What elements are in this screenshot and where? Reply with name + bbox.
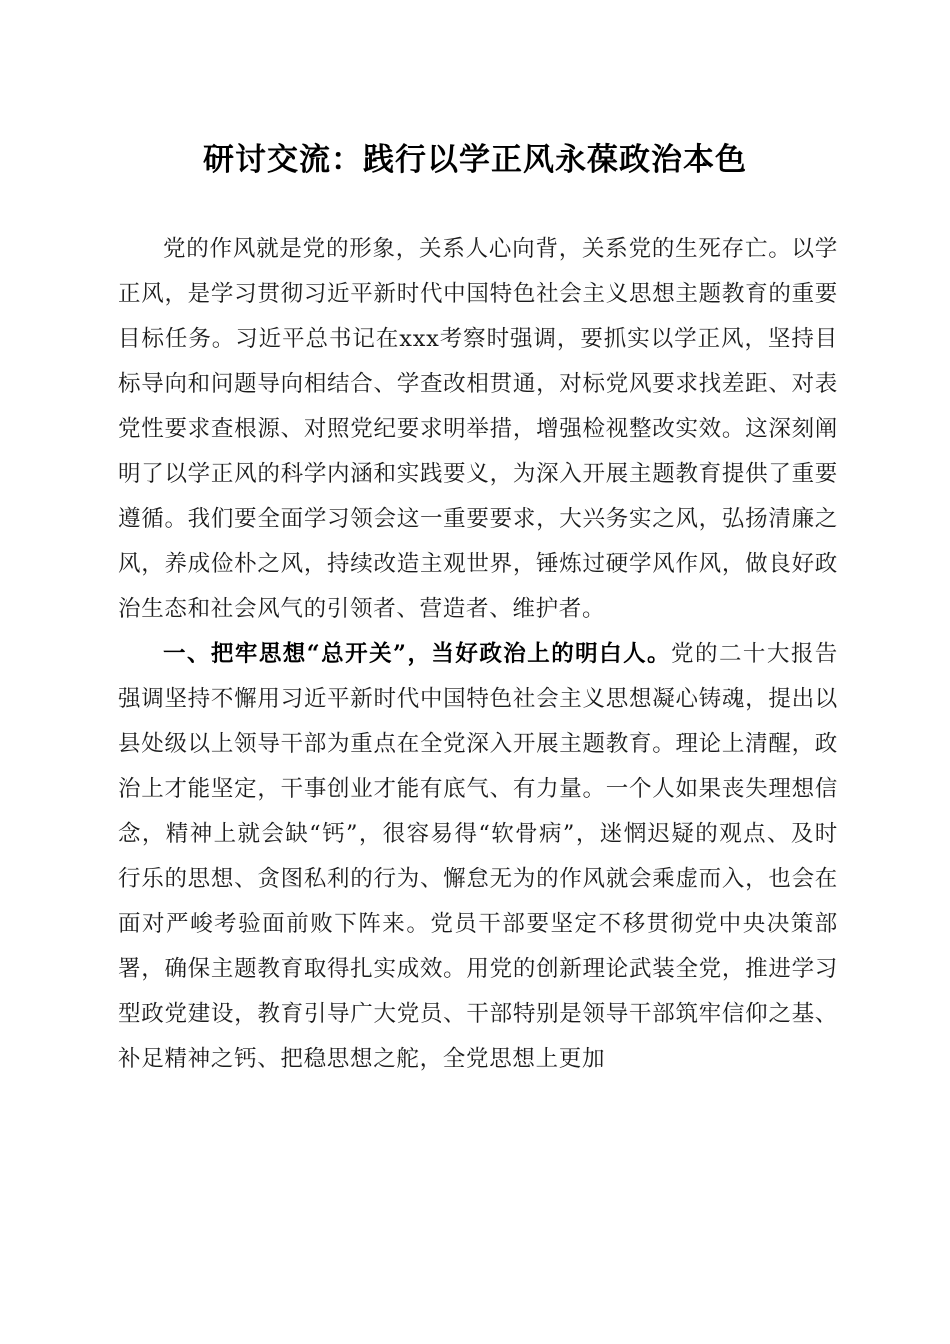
intro-paragraph bbox=[118, 227, 838, 632]
document-body bbox=[118, 227, 838, 1082]
section-heading: 一、把牢思想“总开关”，当好政治上的明白人。 bbox=[163, 641, 672, 667]
paragraph-text: 党的二十大报告强调坚持不懈用习近平新时代中国特色社会主义思想凝心铸魂，提出以县处级以上领导干部为重点在全党深入开展主题教育。理论上清醒，政治上才能坚定，干事创业才能有底气、有力量。一个人如果丧失理想信念，精神上就会缺“钙”，很容易得“软骨病”，迷惘迟疑的观点、及时行乐的思想、贪图私利的行为、懈怠无为的作风就会乘虚而入，也会在面对严峻考验面前败下阵来。党员干部要坚定不移贯彻党中央决策部署，确保主题教育取得扎实成效。用党的创新理论武装全党，推进学习型政党建设，教育引导广大党员、干部特别是领导干部筑牢信仰之基、补足精神之钙、把稳思想之舵，全党思想上更加 bbox=[118, 641, 838, 1072]
document-title: 研讨交流：践行以学正风永葆政治本色 bbox=[203, 142, 747, 178]
paragraph-text: 党的作风就是党的形象，关系人心向背，关系党的生死存亡。以学正风，是学习贯彻习近平新时代中国特色社会主义思想主题教育的重要目标任务。习近平总书记在xxx考察时强调，要抓实以学正风，坚持目标导向和问题导向相结合、学查改相贯通，对标党风要求找差距、对表党性要求查根源、对照党纪要求明举措，增强检视整改实效。这深刻阐明了以学正风的科学内涵和实践要义，为深入开展主题教育提供了重要遵循。我们要全面学习领会这一重要要求，大兴务实之风，弘扬清廉之风，养成俭朴之风，持续改造主观世界，锤炼过硬学风作风，做良好政治生态和社会风气的引领者、营造者、维护者。 bbox=[118, 236, 838, 622]
section-one-paragraph bbox=[118, 632, 838, 1082]
